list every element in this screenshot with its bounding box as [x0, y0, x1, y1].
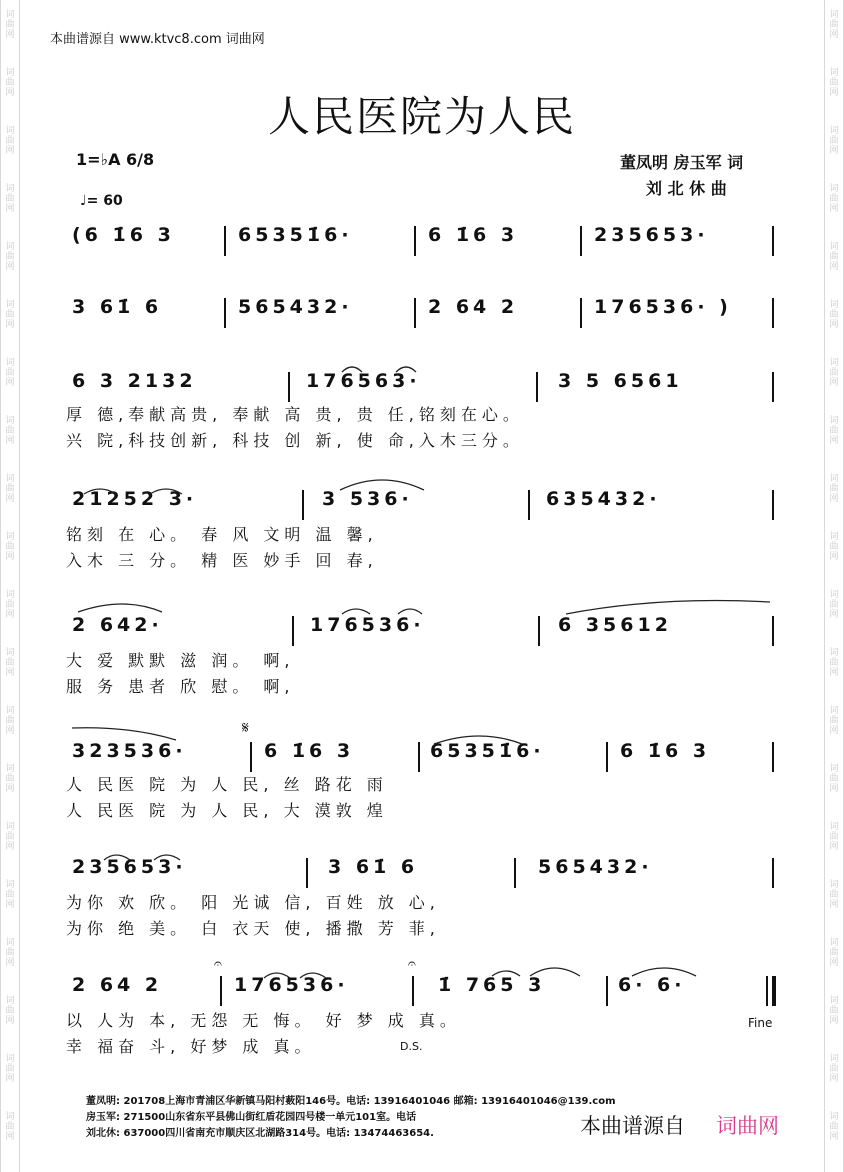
fermata-mark: 𝄐 — [214, 956, 222, 972]
lyrics-verse-1: 人 民医 院 为 人 民, 丝 路花 雨 — [66, 775, 388, 794]
slur — [150, 489, 182, 494]
fine-mark: Fine — [748, 1016, 773, 1030]
measure: 235653· — [594, 224, 709, 246]
lyrics-verse-2: 幸 福奋 斗, 好梦 成 真。 — [66, 1037, 316, 1056]
slur — [492, 971, 520, 976]
slur — [434, 736, 522, 744]
measure: 235653· — [72, 856, 187, 878]
slur — [72, 728, 176, 740]
side-watermark-mark: 词 曲 网 — [829, 126, 839, 156]
slur — [264, 973, 290, 978]
side-watermark-mark: 词 曲 网 — [829, 938, 839, 968]
measure: 65351̇6· — [430, 740, 545, 762]
side-watermark-mark: 词 曲 网 — [5, 532, 15, 562]
side-watermark-mark: 词 曲 网 — [829, 358, 839, 388]
side-watermark-mark: 词 曲 网 — [5, 416, 15, 446]
side-watermark-mark: 词 曲 网 — [5, 1054, 15, 1084]
lyrics-verse-1: 厚 德,奉献高贵, 奉献 高 贵, 贵 任,铭刻在心。 — [66, 405, 524, 424]
footer-contact-2: 房玉军: 271500山东省东平县佛山街红盾花园四号楼一单元101室。电话 — [86, 1112, 417, 1123]
side-watermark-mark: 词 曲 网 — [5, 184, 15, 214]
side-watermark-mark: 词 曲 网 — [829, 242, 839, 272]
measure: 6 1̇6 3 — [264, 740, 355, 762]
side-watermark-mark: 词 曲 网 — [5, 68, 15, 98]
side-watermark-mark: 词 曲 网 — [829, 474, 839, 504]
side-watermark-mark: 词 曲 网 — [5, 590, 15, 620]
measure: 3 61̇ 6 — [72, 296, 163, 318]
measure: 176536· ) — [594, 296, 732, 318]
composer-credit: 刘 北 休 曲 — [646, 179, 727, 198]
side-watermark-mark: 词 曲 网 — [829, 532, 839, 562]
measure: 21252 3· — [72, 488, 198, 510]
measure: 6· 6· — [618, 974, 686, 996]
slur — [104, 855, 130, 860]
measure: 6 1̇6 3 — [620, 740, 711, 762]
side-watermark-mark: 词 曲 网 — [5, 358, 15, 388]
measure: 323536· — [72, 740, 187, 762]
side-watermark-mark: 词 曲 网 — [829, 822, 839, 852]
source-site-text: 本曲谱源自 www.ktvc8.com 词曲网 — [50, 32, 265, 47]
side-watermark-mark: 词 曲 网 — [829, 590, 839, 620]
measure: 6 35612 — [558, 614, 672, 636]
side-watermark-mark: 词 曲 网 — [5, 880, 15, 910]
side-watermark-mark: 词 曲 网 — [5, 300, 15, 330]
side-watermark-mark: 词 曲 网 — [829, 184, 839, 214]
side-watermark-mark: 词 曲 网 — [829, 1112, 839, 1142]
side-watermark-mark: 词 曲 网 — [829, 764, 839, 794]
lyrics-verse-2: 人 民医 院 为 人 民, 大 漠敦 煌 — [66, 801, 388, 820]
slur — [78, 604, 162, 612]
lyrics-verse-1: 为你 欢 欣。 阳 光诚 信, 百姓 放 心, — [66, 893, 440, 912]
measure: 3 5 6561 — [558, 370, 683, 392]
side-watermark-mark: 词 曲 网 — [5, 648, 15, 678]
side-watermark-mark: 词 曲 网 — [829, 300, 839, 330]
measure: 3 61̇ 6 — [328, 856, 419, 878]
side-watermark-mark: 词 曲 网 — [5, 474, 15, 504]
side-watermark-mark: 词 曲 网 — [829, 648, 839, 678]
side-watermark-mark: 词 曲 网 — [5, 938, 15, 968]
side-watermark-mark: 词 曲 网 — [829, 68, 839, 98]
tempo-marking: ♩= 60 — [80, 193, 123, 209]
side-watermark-mark: 词 曲 网 — [829, 10, 839, 40]
side-watermark-mark: 词 曲 网 — [5, 996, 15, 1026]
side-watermark-mark: 词 曲 网 — [829, 1054, 839, 1084]
lyricist-credit: 董凤明 房玉军 词 — [620, 153, 744, 172]
lyrics-verse-2: 兴 院,科技创新, 科技 创 新, 使 命,入木三分。 — [66, 431, 524, 450]
measure: 6 3 2132 — [72, 370, 197, 392]
segno-mark: 𝄋 — [242, 718, 249, 737]
slur — [396, 367, 416, 372]
slur — [84, 489, 116, 494]
side-watermark-mark: 词 曲 网 — [829, 706, 839, 736]
side-watermark-mark: 词 曲 网 — [5, 822, 15, 852]
measure: 2 64 2 — [72, 974, 163, 996]
slur — [340, 480, 424, 490]
measure: 3 536· — [322, 488, 413, 510]
footer-contact-1: 董凤明: 201708上海市青浦区华新镇马阳村薮阳146号。电话: 13916401046 邮箱: 13916401046@139.com — [86, 1096, 616, 1107]
side-watermark-mark: 词 曲 网 — [5, 242, 15, 272]
measure: 176563· — [306, 370, 421, 392]
side-watermark-mark: 词 曲 网 — [829, 416, 839, 446]
lyrics-verse-1: 大 爱 默默 滋 润。 啊, — [66, 651, 295, 670]
side-watermark-mark: 词 曲 网 — [5, 10, 15, 40]
measure: 565432· — [238, 296, 353, 318]
fermata-mark: 𝄐 — [408, 956, 416, 972]
lyrics-verse-2: 为你 绝 美。 白 衣天 使, 播撒 芳 菲, — [66, 919, 440, 938]
measure: 65351̇6· — [238, 224, 353, 246]
song-title: 人民医院为人民 — [267, 92, 576, 141]
measure: 635432· — [546, 488, 661, 510]
lyrics-verse-2: 入木 三 分。 精 医 妙手 回 春, — [66, 551, 378, 570]
side-watermark-mark: 词 曲 网 — [829, 880, 839, 910]
brand-site-name: 词曲网 — [716, 1114, 779, 1138]
footer-contact-3: 刘北休: 637000四川省南充市顺庆区北湖路314号。电话: 13474463654. — [86, 1128, 434, 1139]
lyrics-verse-1: 以 人为 本, 无怨 无 悔。 好 梦 成 真。 — [66, 1011, 461, 1030]
measure: 2 64 2 — [428, 296, 519, 318]
measure: 2 642· — [72, 614, 163, 636]
measure: 176536· — [234, 974, 349, 996]
slur — [342, 609, 370, 614]
brand-source-text: 本曲谱源自 — [580, 1114, 685, 1138]
ds-mark: D.S. — [400, 1040, 423, 1053]
side-watermark-mark: 词 曲 网 — [5, 126, 15, 156]
side-watermark-mark: 词 曲 网 — [5, 706, 15, 736]
key-signature: 1=♭A 6/8 — [76, 150, 155, 169]
slur — [342, 367, 362, 372]
side-watermark-mark: 词 曲 网 — [5, 1112, 15, 1142]
slur — [154, 855, 180, 860]
slur — [530, 968, 580, 976]
slur — [300, 973, 326, 978]
side-watermark-mark: 词 曲 网 — [5, 764, 15, 794]
measure: 176536· — [310, 614, 425, 636]
measure: 6 1̇6 3 — [428, 224, 519, 246]
measure: 1̇ 765 3 — [438, 974, 546, 996]
slur — [632, 968, 696, 976]
slur — [566, 601, 770, 615]
measure: 565432· — [538, 856, 653, 878]
lyrics-verse-2: 服 务 患者 欣 慰。 啊, — [66, 677, 295, 696]
lyrics-verse-1: 铭刻 在 心。 春 风 文明 温 馨, — [66, 525, 378, 544]
side-watermark-mark: 词 曲 网 — [829, 996, 839, 1026]
slur — [398, 609, 422, 614]
measure: (6 1̇6 3 — [72, 224, 175, 246]
